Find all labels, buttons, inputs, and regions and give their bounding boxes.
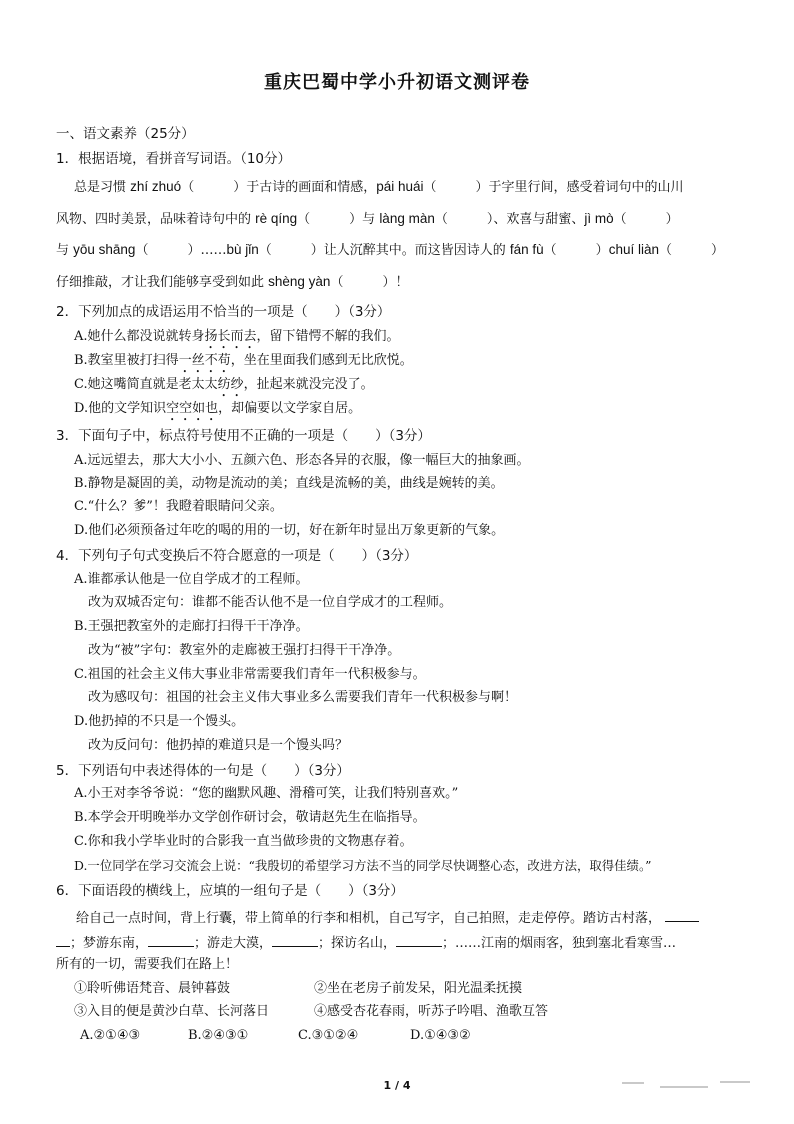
text: ；探访名山， [318, 936, 397, 951]
scan-smudge [720, 1081, 750, 1083]
text: C.她这嘴简直就是老太太 [74, 377, 218, 392]
question-4-option-b: B.王强把教室外的走廊打扫得干干净净。 [74, 619, 309, 634]
text: ，扯起来就没完没了。 [243, 377, 374, 392]
text: （ ） [658, 243, 724, 258]
scan-smudge [660, 1086, 708, 1088]
text: （ ）！ [330, 275, 409, 290]
question-2-option-d [74, 400, 361, 424]
text: （ ）于古诗的画面和情感， [181, 180, 377, 195]
fill-blank[interactable] [272, 932, 318, 947]
text: 总是习惯 [74, 180, 131, 195]
text: （ ） [543, 243, 609, 258]
question-6-option-c: C.③①②④ [298, 1028, 359, 1043]
question-6-sentence-3: ③入目的便是黄沙白草、长河落日 [74, 1004, 270, 1019]
question-4-option-b-change: 改为“被”字句：教室外的走廊被王强打扫得干干净净。 [88, 643, 401, 658]
fill-blank[interactable] [665, 907, 699, 922]
question-4-option-c: C.祖国的社会主义伟大事业非常需要我们青年一代积极参与。 [74, 667, 426, 682]
question-3-option-b: B.静物是凝固的美，动物是流动的美；直线是流畅的美，曲线是婉转的美。 [74, 476, 504, 491]
text: A.她什么都没说就转身 [74, 329, 205, 344]
pinyin: rè qíng [255, 211, 298, 226]
question-3-option-d: D.他们必须预备过年吃的喝的用的一切，好在新年时显出万象更新的气象。 [74, 523, 505, 538]
question-2-option-b [74, 352, 413, 376]
page-number: 1 / 4 [383, 1079, 411, 1092]
question-4-option-a-change: 改为双城否定句：谁都不能否认他不是一位自学成才的工程师。 [88, 595, 453, 610]
scan-smudge [622, 1082, 644, 1084]
text: ；游走大漠， [194, 936, 273, 951]
question-4-option-d: D.他扔掉的不只是一个馒头。 [74, 714, 245, 729]
pinyin: zhí zhuó [130, 179, 182, 194]
question-2-option-a [74, 328, 400, 352]
question-1-line-4 [56, 273, 408, 292]
text: D.他的文学知识 [74, 401, 167, 416]
question-6-option-d: D.①④③② [410, 1028, 471, 1043]
pinyin: yōu shāng [73, 242, 136, 257]
question-4-stem: 4．下列句子句式变换后不符合愿意的一项是（ ）（3分） [56, 548, 418, 564]
pinyin: pái huái [376, 179, 424, 194]
question-5-stem: 5．下列语句中表述得体的一句是（ ）（3分） [56, 763, 350, 779]
question-1-line-1 [74, 178, 684, 197]
pinyin: fán fù [509, 242, 544, 257]
dotted-idiom: 一丝不苟 [178, 353, 231, 368]
pinyin: chuí liàn [608, 242, 659, 257]
question-4-option-c-change: 改为感叹句：祖国的社会主义伟大事业多么需要我们青年一代积极参与啊！ [88, 690, 518, 705]
question-6-stem: 6．下面语段的横线上，应填的一组句子是（ ）（3分） [56, 883, 404, 899]
text: ；梦游东南， [70, 936, 149, 951]
pinyin: jì mò [584, 211, 614, 226]
question-5-option-b: B.本学会开明晚举办文学创作研讨会，敬请赵先生在临指导。 [74, 810, 426, 825]
question-2-option-c [74, 376, 374, 400]
question-6-sentence-2: ②坐在老房子前发呆，阳光温柔抚摸 [314, 981, 523, 996]
question-3-stem: 3．下面句子中，标点符号使用不正确的一项是（ ）（3分） [56, 428, 431, 444]
text: （ ）于字里行间，感受着词句中的山川 [423, 180, 684, 195]
pinyin: shèng yàn [268, 274, 331, 289]
question-5-option-c: C.你和我小学毕业时的合影我一直当做珍贵的文物惠存着。 [74, 834, 413, 849]
fill-blank[interactable] [396, 932, 442, 947]
question-1-line-2 [56, 210, 679, 229]
text: （ ） [613, 212, 679, 227]
question-6-option-b: B.②④③① [188, 1028, 249, 1043]
text: （ ）与 [297, 212, 380, 227]
question-4-option-a: A.谁都承认他是一位自学成才的工程师。 [74, 572, 309, 587]
dotted-idiom: 空空如也 [166, 401, 219, 416]
dotted-idiom: 扬长而去 [204, 329, 257, 344]
question-3-option-c: C.“什么？爹”！我瞪着眼睛问父亲。 [74, 499, 283, 514]
question-6-option-a: A.②①④③ [80, 1028, 141, 1043]
section-heading: 一、语文素养（25分） [56, 126, 195, 142]
text: 与 [56, 243, 74, 258]
text: 仔细推敲，才让我们能够享受到如此 [56, 275, 269, 290]
fill-blank[interactable] [56, 932, 70, 947]
text: （ ）让人沉醉其中。而这皆因诗人的 [258, 243, 510, 258]
question-3-option-a: A.远远望去，那大大小小、五颜六色、形态各异的衣服，像一幅巨大的抽象画。 [74, 453, 530, 468]
text: ；……江南的烟雨客，独到塞北看寒雪… [442, 936, 677, 951]
text: 风物、四时美景，品味着诗句中的 [56, 212, 256, 227]
question-6-passage-line-3: 所有的一切，需要我们在路上！ [56, 957, 239, 972]
question-6-passage-line-2 [56, 932, 676, 953]
question-5-option-d: D.一位同学在学习交流会上说：“我殷切的希望学习方法不当的同学尽快调整心态，改进方法，取得佳绩。” [74, 858, 652, 873]
question-2-stem: 2．下列加点的成语运用不恰当的一项是（ ）（3分） [56, 304, 391, 320]
text: B.教室里被打扫得 [74, 353, 179, 368]
question-6-sentence-4: ④感受杏花春雨，听苏子吟唱、渔歌互答 [314, 1004, 549, 1019]
question-4-option-d-change: 改为反问句：他扔掉的难道只是一个馒头吗？ [88, 738, 349, 753]
question-6-sentence-1: ①聆听佛语梵音、晨钟暮鼓 [74, 981, 231, 996]
question-5-option-a: A.小王对李爷爷说：“您的幽默风趣、滑稽可笑，让我们特别喜欢。” [74, 786, 459, 801]
fill-blank[interactable] [148, 932, 194, 947]
question-1-stem: 1．根据语境，看拼音写词语。（10分） [56, 151, 292, 167]
pinyin: làng màn [379, 211, 435, 226]
question-1-line-3 [56, 241, 724, 260]
text: ，却偏要以文学家自居。 [218, 401, 362, 416]
exam-title: 重庆巴蜀中学小升初语文测评卷 [264, 72, 530, 93]
text: （ ）、欢喜与甜蜜、 [434, 212, 585, 227]
pinyin: bù jǐn [226, 242, 259, 257]
text: （ ）…… [135, 243, 227, 258]
text: ，留下错愕不解的我们。 [256, 329, 400, 344]
question-6-passage-line-1 [76, 907, 699, 928]
text: ，坐在里面我们感到无比欣悦。 [230, 353, 413, 368]
text: 给自己一点时间，背上行囊，带上简单的行李和相机，自己写字，自己拍照，走走停停。踏访古村落， [76, 911, 662, 926]
dotted-idiom: 纺纱 [217, 377, 244, 392]
